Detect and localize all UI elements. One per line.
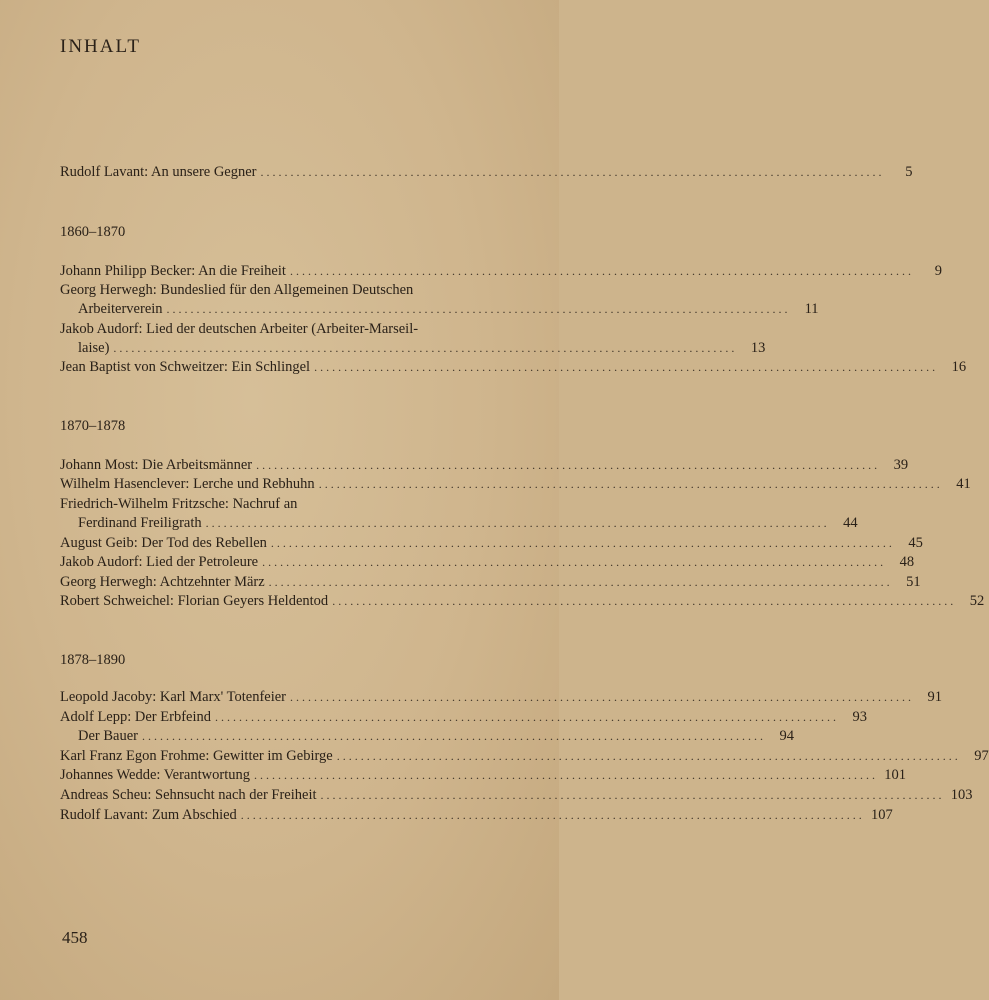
- entry-page: 91: [927, 689, 943, 705]
- entry-page: 39: [893, 457, 909, 473]
- leader-dots: ........................................................................................................: [215, 710, 839, 724]
- entry-page: 94: [779, 728, 794, 744]
- entry-title: Rudolf Lavant: An unsere Gegner: [60, 164, 257, 180]
- entry-title: Jakob Audorf: Lied der Petroleure: [60, 554, 259, 570]
- entry-title: Georg Herwegh: Achtzehnter März: [60, 574, 265, 590]
- entry-title-line: Jakob Audorf: Lied der deutschen Arbeiter (Arbeiter-Marseil-: [60, 321, 419, 337]
- entry-title: Jean Baptist von Schweitzer: Ein Schlingel: [60, 359, 311, 375]
- entry-title: August Geib: Der Tod des Rebellen: [60, 535, 267, 551]
- entry-title: Andreas Scheu: Sehnsucht nach der Freiheit: [60, 787, 317, 803]
- entry-page: 44: [843, 515, 858, 531]
- section-title: 1870–1878: [60, 418, 126, 434]
- leader-dots: ........................................................................................................: [290, 690, 915, 704]
- toc-entry: [60, 281, 819, 319]
- entry-title: Robert Schweichel: Florian Geyers Heldentod: [60, 593, 329, 609]
- toc-entry: [60, 553, 915, 572]
- entry-title: laise): [78, 340, 110, 356]
- entry-title: Rudolf Lavant: Zum Abschied: [60, 807, 237, 823]
- toc-entry: [60, 163, 913, 182]
- leader-dots: ........................................................................................................: [113, 341, 738, 355]
- toc-entry: [60, 708, 867, 727]
- page-heading: INHALT: [60, 36, 141, 57]
- leader-dots: ........................................................................................................: [260, 165, 885, 179]
- entry-page: 52: [969, 593, 985, 609]
- entry-page: 101: [884, 767, 906, 783]
- entry-title: Ferdinand Freiligrath: [78, 515, 202, 531]
- entry-title: Arbeiterverein: [78, 301, 163, 317]
- leader-dots: ........................................................................................................: [253, 768, 878, 782]
- entry-page: 45: [908, 535, 923, 551]
- leader-dots: ........................................................................................................: [262, 555, 887, 569]
- toc-entry: [60, 320, 766, 358]
- page-number: 458: [62, 928, 88, 947]
- toc-entry: [60, 688, 943, 707]
- entry-page: 11: [804, 301, 819, 317]
- entry-title: Karl Franz Egon Frohme: Gewitter im Gebirge: [60, 748, 333, 764]
- entry-page: 16: [951, 359, 967, 375]
- entry-page: 9: [934, 263, 942, 279]
- entry-title: Johannes Wedde: Verantwortung: [60, 767, 250, 783]
- entry-title: Adolf Lepp: Der Erbfeind: [60, 709, 211, 725]
- section-title: 1878–1890: [60, 652, 126, 668]
- toc-entry: [60, 806, 893, 825]
- leader-dots: ........................................................................................................: [318, 477, 943, 491]
- entry-page: 48: [899, 554, 915, 570]
- section-title: 1860–1870: [60, 224, 126, 240]
- entry-page: 107: [871, 807, 893, 823]
- toc-entry: [60, 592, 985, 611]
- entry-page: 93: [852, 709, 867, 725]
- entry-page: 51: [906, 574, 921, 590]
- toc-entry: [60, 766, 906, 785]
- entry-title-line: Georg Herwegh: Bundeslied für den Allgemeinen Deutschen: [60, 282, 414, 298]
- entry-page: 13: [750, 340, 766, 356]
- leader-dots: ........................................................................................................: [270, 536, 895, 550]
- leader-dots: ........................................................................................................: [256, 458, 881, 472]
- toc-entry: [60, 786, 973, 805]
- entry-page: 41: [956, 476, 971, 492]
- entry-title: Der Bauer: [78, 728, 138, 744]
- toc-entry: [60, 475, 971, 494]
- leader-dots: ........................................................................................................: [336, 749, 961, 763]
- toc-entry: [60, 358, 967, 377]
- toc-entry: [60, 573, 921, 592]
- toc-entry: [60, 262, 942, 281]
- toc-entry: [60, 495, 858, 533]
- leader-dots: ........................................................................................................: [268, 575, 893, 589]
- entry-title-line: Friedrich-Wilhelm Fritzsche: Nachruf an: [60, 496, 298, 512]
- toc-entry: [60, 456, 909, 475]
- leader-dots: ........................................................................................................: [320, 788, 945, 802]
- entry-title: Johann Most: Die Arbeitsmänner: [60, 457, 253, 473]
- toc-entry: [60, 747, 989, 766]
- leader-dots: ........................................................................................................: [289, 264, 914, 278]
- entry-page: 5: [905, 164, 913, 180]
- toc-entry: [60, 727, 794, 746]
- leader-dots: ........................................................................................................: [141, 729, 766, 743]
- entry-page: 103: [950, 787, 973, 803]
- leader-dots: ........................................................................................................: [240, 808, 865, 822]
- entry-page: 97: [974, 748, 989, 764]
- entry-title: Wilhelm Hasenclever: Lerche und Rebhuhn: [60, 476, 315, 492]
- entry-title: Leopold Jacoby: Karl Marx' Totenfeier: [60, 689, 287, 705]
- leader-dots: ........................................................................................................: [314, 360, 939, 374]
- leader-dots: ........................................................................................................: [332, 594, 957, 608]
- leader-dots: ........................................................................................................: [205, 516, 830, 530]
- leader-dots: ........................................................................................................: [166, 302, 791, 316]
- toc-entry: [60, 534, 923, 553]
- entry-title: Johann Philipp Becker: An die Freiheit: [60, 263, 286, 279]
